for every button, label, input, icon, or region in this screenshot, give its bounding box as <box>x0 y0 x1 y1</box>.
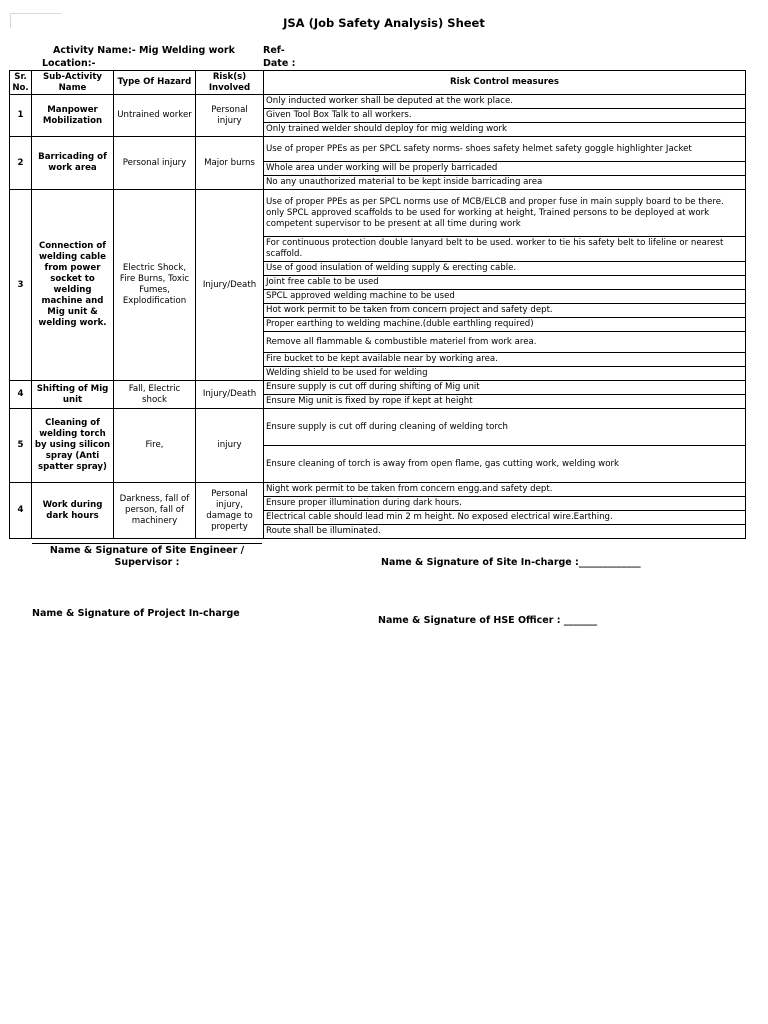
column-header-hazard: Type Of Hazard <box>114 71 196 95</box>
row-risk: Major burns <box>196 137 264 190</box>
control-measure: Route shall be illuminated. <box>264 525 746 539</box>
control-measure: Fire bucket to be kept available near by working area. <box>264 353 746 367</box>
row-sub-activity: Cleaning of welding torch by using silicon spray (Anti spatter spray) <box>32 409 114 483</box>
control-measure: Ensure Mig unit is fixed by rope if kept at height <box>264 395 746 409</box>
control-measure: For continuous protection double lanyard belt to be used. worker to tie his safety belt to lifeline or nearest scaffold. <box>264 237 746 262</box>
control-measure: Welding shield to be used for welding <box>264 367 746 381</box>
row-hazard: Untrained worker <box>114 95 196 137</box>
date-label: Date : <box>263 58 296 69</box>
location-label: Location:- <box>42 58 96 69</box>
control-measure: Proper earthing to welding machine.(duble earthling required) <box>264 318 746 332</box>
row-hazard: Electric Shock, Fire Burns, Toxic Fumes, Explodification <box>114 190 196 381</box>
row-risk: Injury/Death <box>196 190 264 381</box>
row-sr: 4 <box>10 381 32 409</box>
control-measure: Ensure supply is cut off during cleaning of welding torch <box>264 409 746 446</box>
row-risk: Personal injury <box>196 95 264 137</box>
control-measure: Ensure cleaning of torch is away from open flame, gas cutting work, welding work <box>264 446 746 483</box>
row-sub-activity: Manpower Mobilization <box>32 95 114 137</box>
control-measure: Joint free cable to be used <box>264 276 746 290</box>
control-measure: Whole area under working will be properly barricaded <box>264 162 746 176</box>
table-row <box>10 95 746 109</box>
row-sr: 1 <box>10 95 32 137</box>
control-measure: Only inducted worker shall be deputed at the work place. <box>264 95 746 109</box>
page-title: JSA (Job Safety Analysis) Sheet <box>283 16 485 30</box>
control-measure: Use of proper PPEs as per SPCL safety norms- shoes safety helmet safety goggle highlighter Jacket <box>264 137 746 162</box>
row-hazard: Darkness, fall of person, fall of machinery <box>114 483 196 539</box>
control-measure: No any unauthorized material to be kept inside barricading area <box>264 176 746 190</box>
row-risk: Personal injury, damage to property <box>196 483 264 539</box>
table-header-row <box>10 71 746 95</box>
signature-underline <box>32 543 262 544</box>
reference-label: Ref- <box>263 45 285 56</box>
row-sr: 4 <box>10 483 32 539</box>
control-measure: Use of proper PPEs as per SPCL norms use of MCB/ELCB and proper fuse in main supply board to be there. only SPCL approved scaffolds to be used for working at height, Trained persons to be deployed at work competent supervisor to be present at all time during work <box>264 190 746 237</box>
activity-name: Activity Name:- Mig Welding work <box>53 45 235 56</box>
control-measure: Only trained welder should deploy for mig welding work <box>264 123 746 137</box>
signature-hse-officer: Name & Signature of HSE Officer : _______ <box>378 615 598 626</box>
table-row <box>10 409 746 446</box>
row-sr: 5 <box>10 409 32 483</box>
row-sr: 2 <box>10 137 32 190</box>
column-header-sr: Sr. No. <box>10 71 32 95</box>
control-measure: Remove all flammable & combustible materiel from work area. <box>264 332 746 353</box>
signature-site-incharge: Name & Signature of Site In-charge :_____________ <box>381 557 641 568</box>
row-sub-activity: Shifting of Mig unit <box>32 381 114 409</box>
control-measure: Hot work permit to be taken from concern project and safety dept. <box>264 304 746 318</box>
column-header-sub-activity: Sub-Activity Name <box>32 71 114 95</box>
row-sub-activity: Work during dark hours <box>32 483 114 539</box>
control-measure: Ensure proper illumination during dark hours. <box>264 497 746 511</box>
table-row <box>10 137 746 162</box>
signature-site-engineer: Name & Signature of Site Engineer / Supervisor : <box>49 545 245 568</box>
control-measure: Night work permit to be taken from concern engg.and safety dept. <box>264 483 746 497</box>
row-sr: 3 <box>10 190 32 381</box>
row-hazard: Fall, Electric shock <box>114 381 196 409</box>
jsa-table <box>9 70 746 539</box>
control-measure: SPCL approved welding machine to be used <box>264 290 746 304</box>
row-risk: injury <box>196 409 264 483</box>
table-row <box>10 381 746 395</box>
control-measure: Electrical cable should lead min 2 m height. No exposed electrical wire.Earthing. <box>264 511 746 525</box>
row-risk: Injury/Death <box>196 381 264 409</box>
control-measure: Use of good insulation of welding supply & erecting cable. <box>264 262 746 276</box>
table-row <box>10 190 746 237</box>
column-header-risk: Risk(s) Involved <box>196 71 264 95</box>
column-header-control-measures: Risk Control measures <box>264 71 746 95</box>
row-hazard: Personal injury <box>114 137 196 190</box>
signature-project-incharge: Name & Signature of Project In-charge <box>32 608 240 619</box>
control-measure: Given Tool Box Talk to all workers. <box>264 109 746 123</box>
row-hazard: Fire, <box>114 409 196 483</box>
table-row <box>10 483 746 497</box>
row-sub-activity: Barricading of work area <box>32 137 114 190</box>
row-sub-activity: Connection of welding cable from power socket to welding machine and Mig unit & welding work. <box>32 190 114 381</box>
control-measure: Ensure supply is cut off during shifting of Mig unit <box>264 381 746 395</box>
